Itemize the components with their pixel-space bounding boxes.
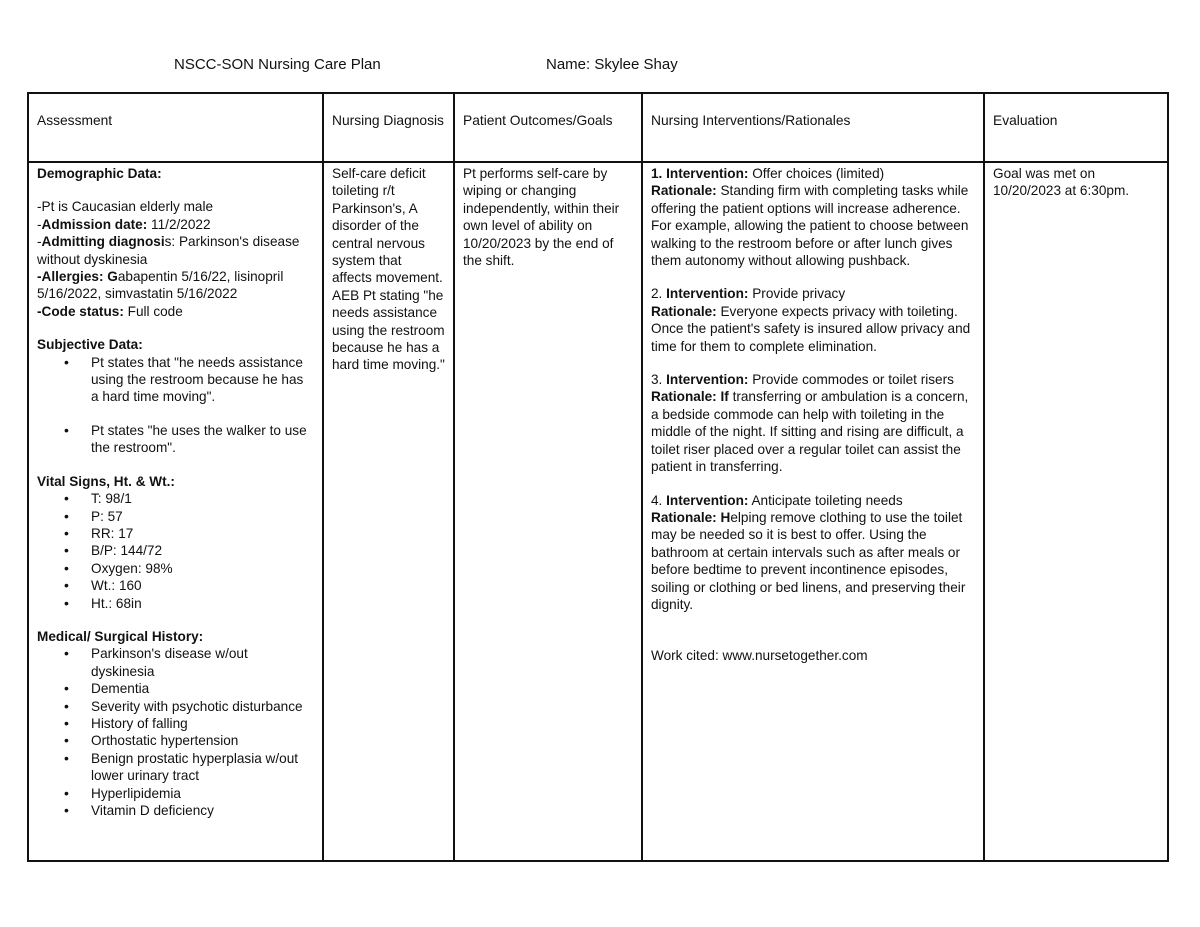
plan-title: NSCC-SON Nursing Care Plan <box>174 56 381 73</box>
vitals-list <box>37 490 314 612</box>
column-header: Nursing Interventions/Rationales <box>642 93 984 162</box>
intervention-3: 3. Intervention: Provide commodes or toilet risers <box>651 372 954 388</box>
column-header: Assessment <box>28 93 323 162</box>
list-item: • Severity with psychotic disturbance <box>91 698 314 715</box>
demographic-line: -Pt is Caucasian elderly male <box>37 199 214 215</box>
list-item: • Pt states "he uses the walker to use the restroom". <box>91 422 314 457</box>
list-item: • Ht.: 68in <box>91 595 314 612</box>
list-item: • History of falling <box>91 715 314 732</box>
nursing-diagnosis-text: Self-care deficit toileting r/t Parkinson's, A disorder of the central nervous system that affects movement. AEB Pt stating "he needs assistance using the restroom because he has a hard time moving." <box>332 166 445 373</box>
list-item: • Dementia <box>91 680 314 697</box>
assessment-cell <box>28 162 323 861</box>
rationale-1: Rationale: Standing firm with completing tasks while offering the patient options will increase adherence. For example, allowing the patient to choose between walking to the restroom before or after lunch gives them autonomy without allowing pushback. <box>651 183 969 269</box>
intervention-2: 2. Intervention: Provide privacy <box>651 286 846 302</box>
outcome-cell <box>454 162 642 861</box>
history-list <box>37 645 314 819</box>
column-header: Nursing Diagnosis <box>323 93 454 162</box>
list-item: • Pt states that "he needs assistance using the restroom because he has a hard time moving". <box>91 354 314 406</box>
list-item: • Oxygen: 98% <box>91 560 314 577</box>
table-row <box>28 162 1168 861</box>
list-item: • T: 98/1 <box>91 490 314 507</box>
code-status: -Code status: Full code <box>37 303 183 319</box>
admission-date: -Admission date: 11/2/2022 <box>37 216 211 232</box>
list-item: • B/P: 144/72 <box>91 542 314 559</box>
patient-outcome-text: Pt performs self-care by wiping or changing independently, within their own level of ability on 10/20/2023 by the end of the shift. <box>463 166 620 269</box>
evaluation-text: Goal was met on 10/20/2023 at 6:30pm. <box>993 166 1130 199</box>
vitals-heading: Vital Signs, Ht. & Wt.: <box>37 473 175 489</box>
list-item: • Hyperlipidemia <box>91 785 314 802</box>
care-plan-table <box>27 92 1169 862</box>
interventions-cell <box>642 162 984 861</box>
subjective-heading: Subjective Data: <box>37 337 143 353</box>
work-cited: Work cited: www.nursetogether.com <box>651 648 868 664</box>
intervention-1: 1. Intervention: Offer choices (limited) <box>651 166 885 181</box>
student-name: Name: Skylee Shay <box>546 56 678 73</box>
subjective-list <box>37 354 314 406</box>
admitting-diagnosis: -Admitting diagnosis: Parkinson's disease without dyskinesia <box>37 234 300 267</box>
rationale-3: Rationale: If transferring or ambulation is a concern, a bedside commode can help with toileting in the middle of the night. If sitting and rising are difficult, a toilet riser placed over a regular toilet can assist the patient in transferring. <box>651 389 969 475</box>
subjective-list <box>37 422 314 457</box>
list-item: • Vitamin D deficiency <box>91 802 314 819</box>
allergies: -Allergies: Gabapentin 5/16/22, lisinopril 5/16/2022, simvastatin 5/16/2022 <box>37 269 284 302</box>
list-item: • P: 57 <box>91 508 314 525</box>
evaluation-cell <box>984 162 1168 861</box>
intervention-4: 4. Intervention: Anticipate toileting needs <box>651 492 903 508</box>
rationale-2: Rationale: Everyone expects privacy with toileting. Once the patient's safety is insured allow privacy and time for them to complete elimination. <box>651 303 971 354</box>
history-heading: Medical/ Surgical History: <box>37 628 204 644</box>
list-item: • Benign prostatic hyperplasia w/out lower urinary tract <box>91 750 314 785</box>
table-header-row <box>28 93 1168 162</box>
rationale-4: Rationale: Helping remove clothing to use the toilet may be needed so it is best to offer. Using the bathroom at certain intervals such as after meals or before bedtime to prevent incontinence episodes, soiling or clothing or bed linens, and preserving their dignity. <box>651 509 966 612</box>
diagnosis-cell <box>323 162 454 861</box>
list-item: • RR: 17 <box>91 525 314 542</box>
column-header: Patient Outcomes/Goals <box>454 93 642 162</box>
column-header: Evaluation <box>984 93 1168 162</box>
list-item: • Parkinson's disease w/out dyskinesia <box>91 645 314 680</box>
list-item: • Wt.: 160 <box>91 577 314 594</box>
list-item: • Orthostatic hypertension <box>91 732 314 749</box>
demographic-heading: Demographic Data: <box>37 166 162 181</box>
